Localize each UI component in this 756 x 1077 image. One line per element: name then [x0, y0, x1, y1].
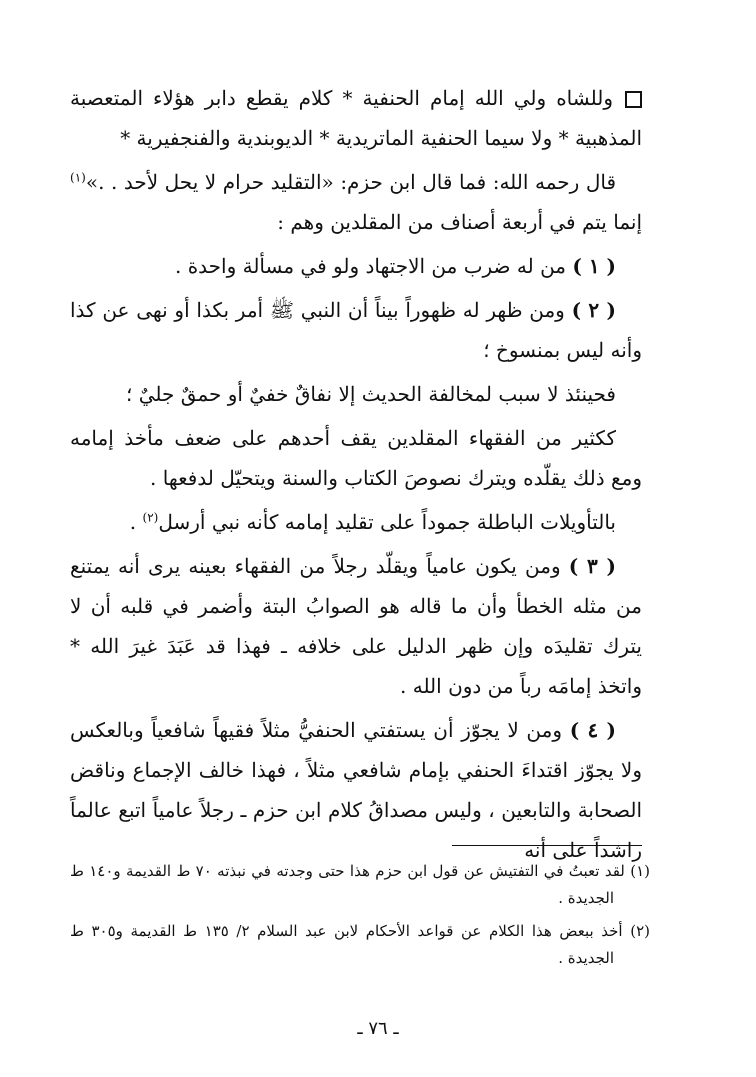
paragraph-false-interpretations: بالتأويلات الباطلة جموداً على تقليد إمامه كأنه نبي أرسل$^{(٢)}$ . [129, 510, 616, 534]
list-item-4: ( ٤ ) ومن لا يجوّز أن يستفتي الحنفيُّ مثلاً فقيهاً شافعياً وبالعكس ولا يجوّز اقتداءَ الحنفي بإمام شافعي مثلاً ، فهذا خالف الإجماع وناقض الصحابة والتابعين ، وليس مصداقُ كلام ابن حزم ـ رجلاً عامياً اتبع عالماً راشداً على أنه [70, 718, 642, 862]
list-number-3: ( ٣ ) [568, 554, 616, 578]
paragraph-ibn-hazm-quote: قال رحمه الله: فما قال ابن حزم: «التقليد حرام لا يحل لأحد . .»$^{(١)}$ إنما يتم في أربعة أصناف من المقلدين وهم : [70, 170, 642, 234]
footnote-divider [452, 845, 642, 846]
paragraph-many-jurists: ككثير من الفقهاء المقلدين يقف أحدهم على ضعف مأخذ إمامه ومع ذلك يقلّده ويترك نصوصَ الكتاب والسنة ويتحيّل لدفعها . [70, 426, 642, 490]
list-item-2: ( ٢ ) ومن ظهر له ظهوراً بيناً أن النبي ﷺ أمر بكذا أو نهى عن كذا وأنه ليس بمنسوخ ؛ [70, 298, 642, 362]
paragraph-shah-waliullah: وللشاه ولي الله إمام الحنفية * كلام يقطع دابر هؤلاء المتعصبة المذهبية * ولا سيما الحنفية الماتريدية * الديوبندية والفنجفيرية * [70, 86, 642, 150]
paragraph-hypocrisy: فحينئذ لا سبب لمخالفة الحديث إلا نفاقٌ خفيٌ أو حمقٌ جليٌ ؛ [126, 382, 616, 406]
footnote-text-1: لقد تعبتُ في التفتيش عن قول ابن حزم هذا حتى وجدته في نبذته ٧٠ ط القديمة و١٤٠ ط الجديدة . [70, 862, 625, 907]
footnote-ref-1[interactable]: (١) [70, 170, 86, 185]
footnote-number-1: (١) [630, 862, 651, 880]
footnote-ref-2[interactable]: (٢) [142, 510, 159, 525]
list-number-4: ( ٤ ) [569, 718, 616, 742]
footnote-1 [70, 858, 650, 912]
main-text [70, 78, 642, 874]
footnotes [70, 858, 650, 978]
list-item-1: ( ١ ) من له ضرب من الاجتهاد ولو في مسألة واحدة . [174, 254, 616, 278]
square-bullet-icon [625, 91, 642, 108]
list-item-3: ( ٣ ) ومن يكون عامياً ويقلّد رجلاً من الفقهاء بعينه يرى أنه يمتنع من مثله الخطأ وأن ما قاله هو الصوابُ البتة وأضمر في قلبه أن لا يترك تقليدَه وإن ظهر الدليل على خلافه ـ فهذا قد عَبَدَ غيرَ الله * واتخذ إمامَه رباً من دون الله . [70, 554, 642, 698]
footnote-text-2: أخذ ببعض هذا الكلام عن قواعد الأحكام لابن عبد السلام ٢/ ١٣٥ ط القديمة و٣٠٥ ط الجديدة . [70, 922, 623, 967]
list-number-1: ( ١ ) [572, 254, 616, 278]
footnote-2 [70, 918, 650, 972]
footnote-number-2: (٢) [630, 922, 650, 940]
page-number: ـ ٧٦ ـ [357, 1018, 399, 1039]
list-number-2: ( ٢ ) [571, 298, 616, 322]
